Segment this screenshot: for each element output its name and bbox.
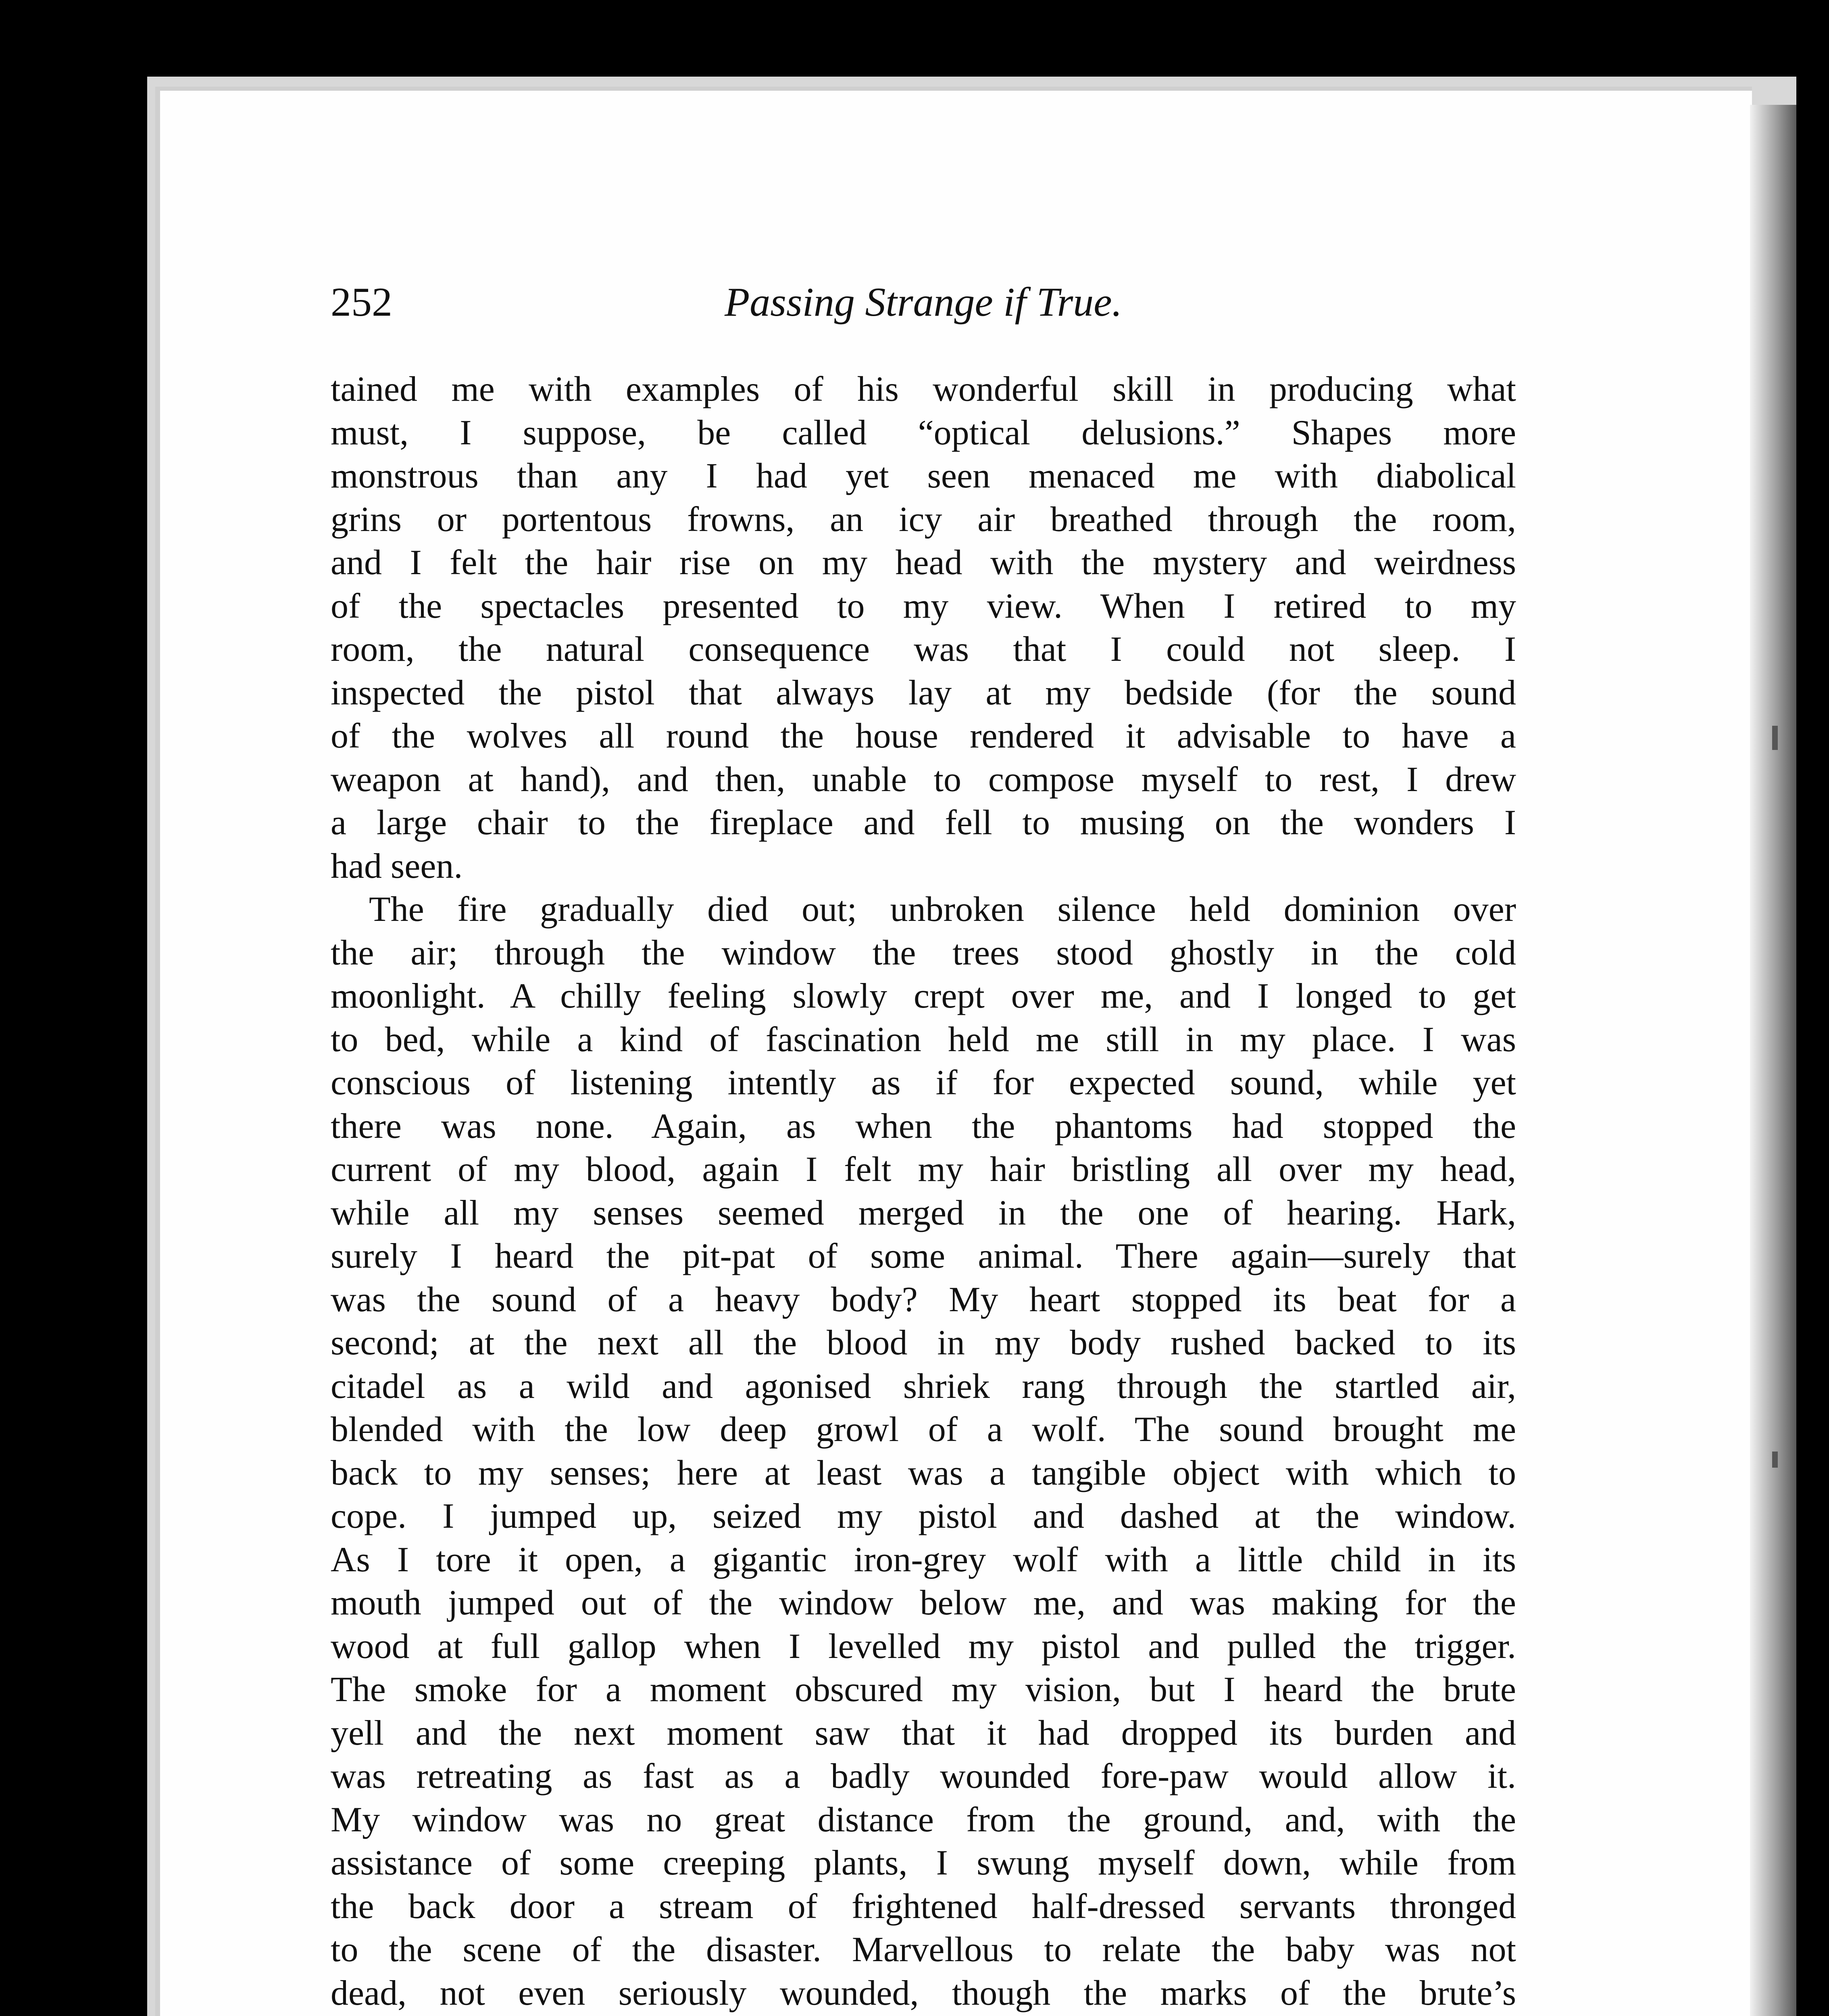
text-line: My window was no great distance from the ground, and, with the <box>331 1800 1516 1839</box>
running-title: Passing Strange if True. <box>724 279 1123 325</box>
text-line: current of my blood, again I felt my hair bristling all over my head, <box>331 1150 1516 1189</box>
text-line: moonlight. A chilly feeling slowly crept over me, and I longed to get <box>331 977 1516 1016</box>
text-line: mouth jumped out of the window below me, and was making for the <box>331 1583 1516 1622</box>
text-line: the air; through the window the trees stood ghostly in the cold <box>331 933 1516 973</box>
text-line: conscious of listening intently as if for expected sound, while yet <box>331 1063 1516 1102</box>
text-line: the back door a stream of frightened half-dressed servants thronged <box>331 1887 1516 1926</box>
paragraph <box>331 368 1516 888</box>
text-line: The smoke for a moment obscured my vision, but I heard the brute <box>331 1670 1516 1709</box>
paragraph <box>331 888 1516 2016</box>
text-line: and I felt the hair rise on my head with the mystery and weirdness <box>331 543 1516 582</box>
text-line: blended with the low deep growl of a wolf. The sound brought me <box>331 1410 1516 1449</box>
text-line: to bed, while a kind of fascination held me still in my place. I was <box>331 1020 1516 1059</box>
text-line: there was none. Again, as when the phantoms had stopped the <box>331 1106 1516 1146</box>
text-line: second; at the next all the blood in my body rushed backed to its <box>331 1323 1516 1362</box>
text-line: of the spectacles presented to my view. When I retired to my <box>331 586 1516 626</box>
text-line: grins or portentous frowns, an icy air breathed through the room, <box>331 500 1516 539</box>
text-line: monstrous than any I had yet seen menaced me with diabolical <box>331 456 1516 496</box>
text-line: As I tore it open, a gigantic iron-grey wolf with a little child in its <box>331 1540 1516 1579</box>
text-line: tained me with examples of his wonderful skill in producing what <box>331 370 1516 409</box>
text-line: a large chair to the fireplace and fell to musing on the wonders I <box>331 803 1516 842</box>
text-line: yell and the next moment saw that it had dropped its burden and <box>331 1713 1516 1753</box>
text-line: to the scene of the disaster. Marvellous to relate the baby was not <box>331 1930 1516 1969</box>
text-line: back to my senses; here at least was a tangible object with which to <box>331 1453 1516 1493</box>
text-line: inspected the pistol that always lay at my bedside (for the sound <box>331 673 1516 712</box>
binding-mark <box>1772 726 1778 750</box>
text-line: weapon at hand), and then, unable to compose myself to rest, I drew <box>331 760 1516 799</box>
text-line: citadel as a wild and agonised shriek rang through the startled air, <box>331 1366 1516 1406</box>
page-number: 252 <box>331 279 392 325</box>
text-line: had seen. <box>331 846 463 886</box>
text-line: room, the natural consequence was that I could not sleep. I <box>331 630 1516 669</box>
text-line: assistance of some creeping plants, I swung myself down, while from <box>331 1843 1516 1883</box>
text-line: must, I suppose, be called “optical delusions.” Shapes more <box>331 413 1516 452</box>
text-line: wood at full gallop when I levelled my pistol and pulled the trigger. <box>331 1627 1516 1666</box>
text-line: of the wolves all round the house rendered it advisable to have a <box>331 716 1516 756</box>
body-text <box>331 368 1516 2016</box>
text-line: was the sound of a heavy body? My heart stopped its beat for a <box>331 1280 1516 1319</box>
text-line: while all my senses seemed merged in the one of hearing. Hark, <box>331 1193 1516 1233</box>
page-gutter-shadow <box>1750 105 1796 2016</box>
running-head <box>331 278 1516 327</box>
text-line: cope. I jumped up, seized my pistol and dashed at the window. <box>331 1497 1516 1536</box>
text-line: dead, not even seriously wounded, though the marks of the brute’s <box>331 1973 1516 2013</box>
text-line: was retreating as fast as a badly wounded fore-paw would allow it. <box>331 1757 1516 1796</box>
text-line: The fire gradually died out; unbroken silence held dominion over <box>369 890 1516 929</box>
text-line: surely I heard the pit-pat of some animal. There again—surely that <box>331 1237 1516 1276</box>
binding-mark <box>1772 1452 1778 1468</box>
